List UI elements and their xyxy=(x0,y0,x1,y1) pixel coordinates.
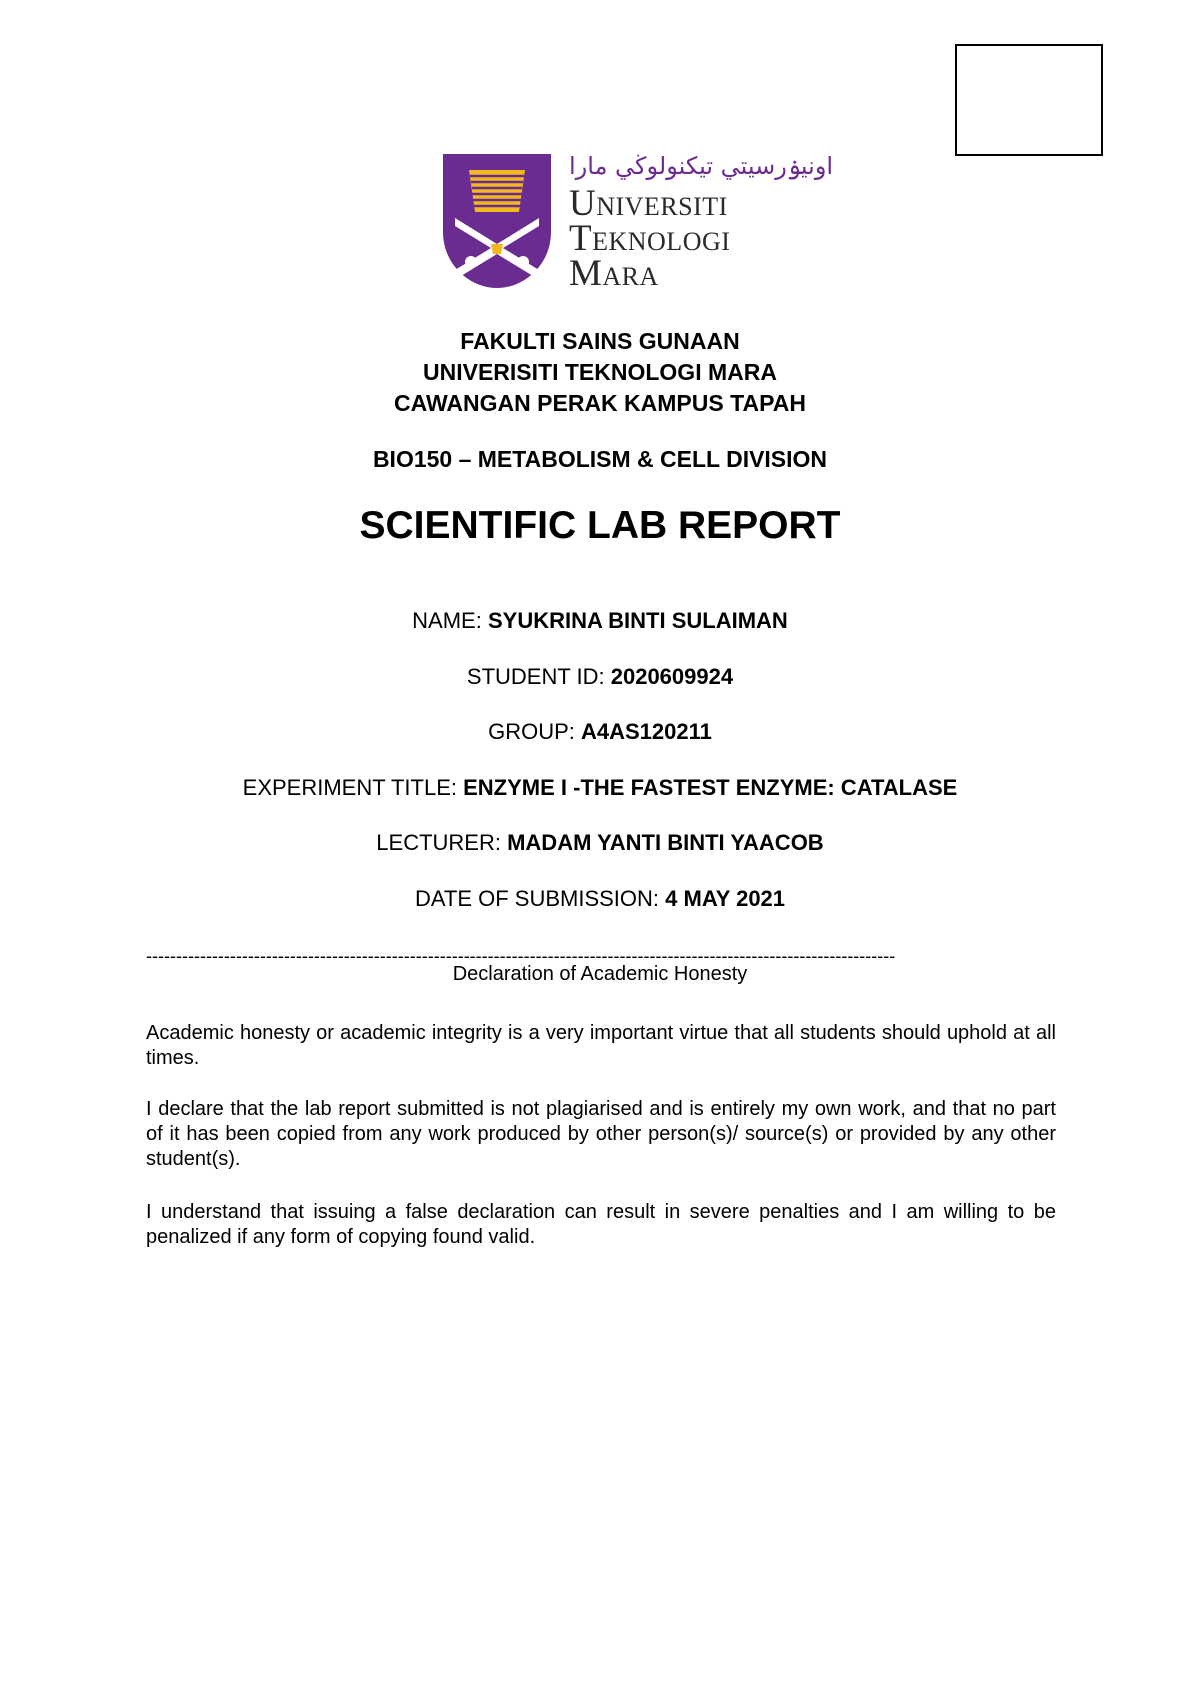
declaration-title: Declaration of Academic Honesty xyxy=(452,963,748,985)
group-value: A4AS120211 xyxy=(581,719,712,744)
campus-name: CAWANGAN PERAK KAMPUS TAPAH xyxy=(394,390,806,416)
lecturer-field xyxy=(0,830,1200,856)
report-title: SCIENTIFIC LAB REPORT xyxy=(359,504,841,547)
divider-line: ----------------------------------------------------------------------------------------------------------------------------- xyxy=(146,946,896,966)
submission-date-field xyxy=(0,886,1200,912)
uitm-crest-icon xyxy=(441,152,553,290)
course-title: BIO150 – METABOLISM & CELL DIVISION xyxy=(372,446,828,472)
group-field xyxy=(0,719,1200,745)
wordmark-line-2: Teknologi xyxy=(569,218,731,259)
student-id-field xyxy=(0,664,1200,690)
lecturer-label: LECTURER: xyxy=(376,830,508,855)
declaration-paragraph-1: Academic honesty or academic integrity is a very important virtue that all students should uphold at all times. xyxy=(146,1022,1056,1069)
university-name: UNIVERISITI TEKNOLOGI MARA xyxy=(423,359,777,385)
faculty-name: FAKULTI SAINS GUNAAN xyxy=(460,328,740,354)
lecturer-value: MADAM YANTI BINTI YAACOB xyxy=(507,830,824,855)
name-value: SYUKRINA BINTI SULAIMAN xyxy=(487,608,788,633)
wordmark-line-1: Universiti xyxy=(569,183,728,224)
corner-box xyxy=(955,44,1103,156)
declaration-paragraph-2: I declare that the lab report submitted is not plagiarised and is entirely my own work, and that no part of it has been copied from any work produced by other person(s)/ source(s) or provided by any other student(s). xyxy=(146,1098,1056,1170)
group-label: GROUP: xyxy=(488,719,581,744)
experiment-title-field xyxy=(0,775,1200,801)
experiment-title-value: ENZYME I -THE FASTEST ENZYME: CATALASE xyxy=(463,775,958,800)
name-label: NAME: xyxy=(412,608,488,633)
jawi-text: اونيۏرسيتي تيكنولوڬي مارا xyxy=(569,152,834,180)
uitm-logo xyxy=(441,152,834,294)
faculty-header xyxy=(0,326,1200,419)
student-id-label: STUDENT ID: xyxy=(466,664,611,689)
wordmark-line-3: Mara xyxy=(569,253,659,294)
student-id-value: 2020609924 xyxy=(610,664,734,689)
experiment-title-label: EXPERIMENT TITLE: xyxy=(242,775,464,800)
logo-wordmark xyxy=(569,183,731,294)
name-field xyxy=(0,608,1200,634)
submission-date-value: 4 MAY 2021 xyxy=(665,886,786,911)
declaration-paragraph-3: I understand that issuing a false declaration can result in severe penalties and I am willing to be penalized if any form of copying found valid. xyxy=(146,1201,1056,1248)
submission-date-label: DATE OF SUBMISSION: xyxy=(414,886,666,911)
